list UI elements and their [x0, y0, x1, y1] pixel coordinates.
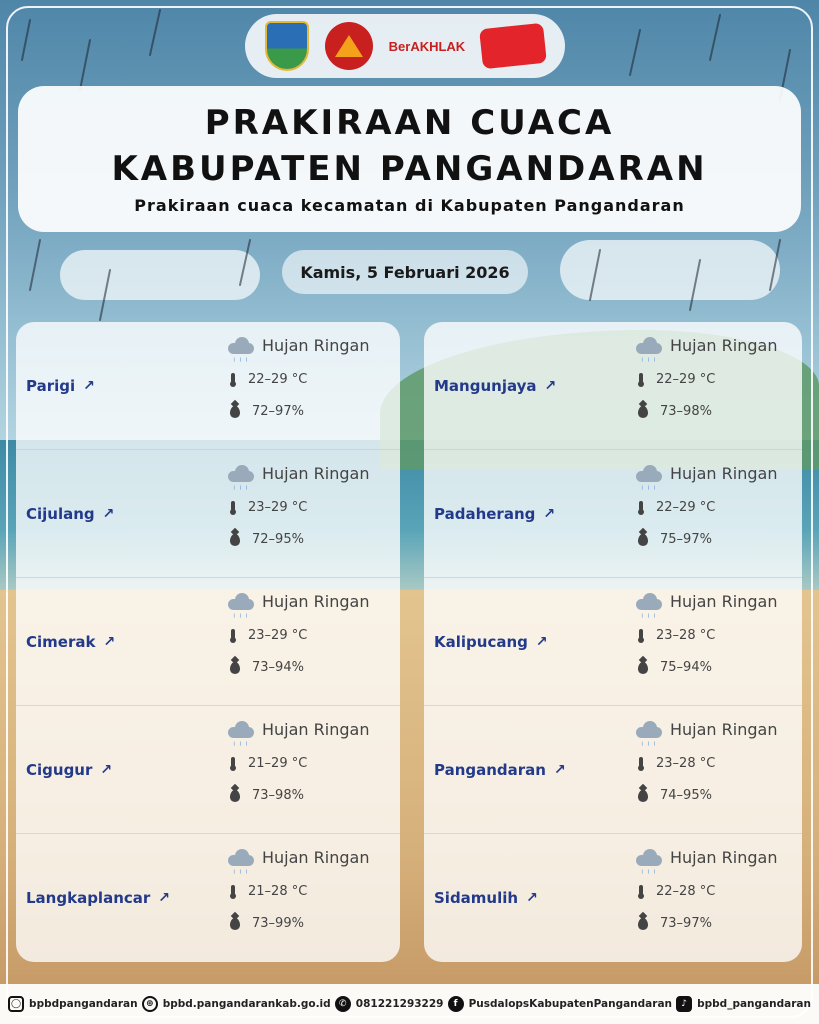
external-link-arrow-icon: ↗: [544, 377, 557, 394]
title-box: [18, 86, 801, 232]
regency-crest-logo: [265, 21, 309, 71]
rain-cloud-icon: ╷╷╷: [636, 721, 662, 739]
humidity-drop-icon: [638, 790, 648, 802]
humidity-drop-icon: [230, 534, 240, 546]
district-row: [424, 578, 802, 706]
weather-condition: [228, 592, 370, 618]
external-link-arrow-icon: ↗: [535, 633, 548, 650]
thermometer-icon: [230, 373, 236, 387]
external-link-arrow-icon: ↗: [83, 377, 95, 394]
temperature: [230, 884, 307, 899]
website-link: bpbd.pangandarankab.go.id: [162, 998, 331, 1010]
rain-cloud-icon: ╷╷╷: [228, 465, 254, 483]
humidity-drop-icon: [638, 918, 648, 930]
district-row: [424, 834, 802, 962]
campaign-logo: [479, 23, 547, 69]
thermometer-icon: [230, 757, 236, 771]
district-link[interactable]: [26, 322, 95, 449]
weather-condition: [636, 848, 778, 874]
temperature-value: 22–29 °C: [248, 372, 308, 387]
external-link-arrow-icon: ↗: [158, 890, 171, 906]
page-title-line1: PRAKIRAAN CUACA: [204, 103, 615, 143]
temperature: [230, 628, 307, 643]
district-name: Cijulang: [26, 504, 95, 523]
district-link[interactable]: [434, 578, 548, 705]
temperature: [230, 372, 307, 387]
district-name: Langkaplancar: [26, 889, 151, 907]
humidity-value: 75–94%: [660, 660, 712, 675]
rain-cloud-icon: ╷╷╷: [228, 593, 254, 611]
temperature-value: 23–29 °C: [248, 628, 308, 643]
weather-condition: [636, 464, 778, 490]
thermometer-icon: [638, 757, 644, 771]
globe-icon: ⊕: [142, 996, 158, 1012]
district-row: [424, 706, 802, 834]
humidity: [230, 660, 304, 675]
temperature-value: 21–29 °C: [248, 756, 308, 771]
rain-cloud-icon: ╷╷╷: [636, 849, 662, 867]
temperature-value: 23–28 °C: [656, 628, 716, 643]
district-row: [16, 706, 400, 834]
district-link[interactable]: [434, 322, 556, 449]
condition-label: Hujan Ringan: [670, 720, 778, 739]
humidity-value: 73–97%: [660, 916, 712, 931]
district-link[interactable]: [26, 450, 114, 577]
temperature: [230, 756, 307, 771]
humidity-drop-icon: [230, 406, 240, 418]
condition-label: Hujan Ringan: [262, 592, 370, 611]
thermometer-icon: [638, 629, 644, 643]
condition-label: Hujan Ringan: [670, 464, 778, 483]
district-name: Pangandaran: [434, 760, 546, 779]
rain-cloud-icon: ╷╷╷: [636, 337, 662, 355]
humidity: [230, 532, 304, 547]
thermometer-icon: [638, 885, 644, 899]
humidity: [638, 916, 712, 931]
humidity: [638, 788, 712, 803]
humidity: [638, 532, 712, 547]
district-panel-left: [16, 322, 400, 962]
district-name: Parigi: [26, 376, 76, 395]
weather-condition: [636, 592, 778, 618]
footer: [0, 984, 819, 1024]
humidity: [638, 660, 712, 675]
humidity-value: 73–94%: [252, 660, 304, 675]
humidity-value: 73–98%: [252, 788, 304, 803]
humidity-drop-icon: [230, 790, 240, 802]
district-row: [16, 322, 400, 450]
humidity-drop-icon: [230, 662, 240, 674]
external-link-arrow-icon: ↗: [102, 505, 115, 522]
weather-condition: [228, 848, 370, 874]
temperature-value: 23–29 °C: [248, 500, 308, 515]
district-row: [16, 834, 400, 962]
district-name: Cigugur: [26, 760, 93, 779]
berakhlak-logo-text: BerAKHLAK: [388, 38, 466, 54]
external-link-arrow-icon: ↗: [100, 761, 113, 778]
humidity: [638, 404, 712, 419]
humidity: [230, 916, 304, 931]
rain-cloud-icon: ╷╷╷: [228, 721, 254, 739]
humidity-value: 72–97%: [252, 404, 304, 419]
district-link[interactable]: [26, 706, 112, 833]
weather-condition: [228, 336, 370, 362]
district-link[interactable]: [26, 578, 115, 705]
whatsapp-number: 081221293229: [355, 998, 444, 1010]
berakhlak-logo: [389, 39, 466, 54]
temperature-value: 21–28 °C: [248, 884, 308, 899]
temperature-value: 22–29 °C: [656, 500, 716, 515]
temperature-value: 22–28 °C: [656, 884, 716, 899]
condition-label: Hujan Ringan: [670, 592, 778, 611]
humidity-value: 74–95%: [660, 788, 712, 803]
humidity-drop-icon: [638, 534, 648, 546]
thermometer-icon: [638, 501, 644, 515]
district-link[interactable]: [434, 706, 566, 833]
rain-cloud-icon: ╷╷╷: [636, 465, 662, 483]
district-link[interactable]: [434, 450, 555, 577]
condition-label: Hujan Ringan: [262, 464, 370, 483]
humidity-value: 73–99%: [252, 916, 304, 931]
external-link-arrow-icon: ↗: [554, 761, 566, 778]
footer-instagram[interactable]: [8, 996, 138, 1012]
temperature: [638, 372, 715, 387]
weather-condition: [636, 336, 778, 362]
instagram-icon: ◯: [8, 996, 24, 1012]
district-name: Padaherang: [434, 504, 536, 523]
humidity-drop-icon: [638, 662, 648, 674]
condition-label: Hujan Ringan: [262, 720, 370, 739]
facebook-icon: f: [448, 996, 464, 1012]
rain-cloud-icon: ╷╷╷: [228, 849, 254, 867]
logo-bar: [245, 14, 565, 78]
district-row: [16, 450, 400, 578]
footer-whatsapp[interactable]: [335, 996, 444, 1012]
district-link[interactable]: [26, 834, 170, 962]
whatsapp-icon: ✆: [335, 996, 351, 1012]
thermometer-icon: [230, 629, 236, 643]
temperature: [638, 756, 715, 771]
humidity: [230, 404, 304, 419]
external-link-arrow-icon: ↗: [526, 890, 538, 906]
district-name: Kalipucang: [434, 632, 528, 651]
temperature: [638, 884, 715, 899]
weather-condition: [636, 720, 778, 746]
bpbd-logo: [325, 22, 373, 70]
footer-website[interactable]: [142, 996, 331, 1012]
district-link[interactable]: [434, 834, 538, 962]
external-link-arrow-icon: ↗: [103, 633, 116, 650]
condition-label: Hujan Ringan: [262, 848, 370, 867]
temperature: [638, 500, 715, 515]
humidity-drop-icon: [638, 406, 648, 418]
humidity-value: 75–97%: [660, 532, 712, 547]
date-pill: Kamis, 5 Februari 2026: [282, 250, 528, 294]
thermometer-icon: [230, 501, 236, 515]
district-name: Cimerak: [26, 632, 96, 651]
district-row: [424, 450, 802, 578]
page-subtitle: Prakiraan cuaca kecamatan di Kabupaten Pangandaran: [134, 196, 685, 215]
humidity-drop-icon: [230, 918, 240, 930]
condition-label: Hujan Ringan: [262, 336, 370, 355]
district-row: [424, 322, 802, 450]
district-panel-right: [424, 322, 802, 962]
footer-facebook[interactable]: [448, 996, 672, 1012]
tiktok-handle: bpbd_pangandaran: [697, 998, 811, 1010]
humidity-value: 72–95%: [252, 532, 304, 547]
instagram-handle: bpbdpangandaran: [29, 998, 138, 1010]
district-name: Sidamulih: [434, 889, 519, 907]
temperature: [638, 628, 715, 643]
humidity: [230, 788, 304, 803]
temperature: [230, 500, 307, 515]
weather-condition: [228, 464, 370, 490]
district-name: Mangunjaya: [434, 376, 537, 395]
thermometer-icon: [230, 885, 236, 899]
temperature-value: 23–28 °C: [656, 756, 716, 771]
rain-cloud-icon: ╷╷╷: [636, 593, 662, 611]
district-row: [16, 578, 400, 706]
page-title-line2: KABUPATEN PANGANDARAN: [111, 149, 708, 189]
rain-cloud-icon: ╷╷╷: [228, 337, 254, 355]
facebook-page: PusdalopsKabupatenPangandaran: [468, 998, 673, 1010]
condition-label: Hujan Ringan: [670, 848, 778, 867]
humidity-value: 73–98%: [660, 404, 712, 419]
tiktok-icon: ♪: [676, 996, 692, 1012]
weather-condition: [228, 720, 370, 746]
thermometer-icon: [638, 373, 644, 387]
condition-label: Hujan Ringan: [670, 336, 778, 355]
temperature-value: 22–29 °C: [656, 372, 716, 387]
footer-tiktok[interactable]: [676, 996, 811, 1012]
external-link-arrow-icon: ↗: [543, 505, 556, 522]
